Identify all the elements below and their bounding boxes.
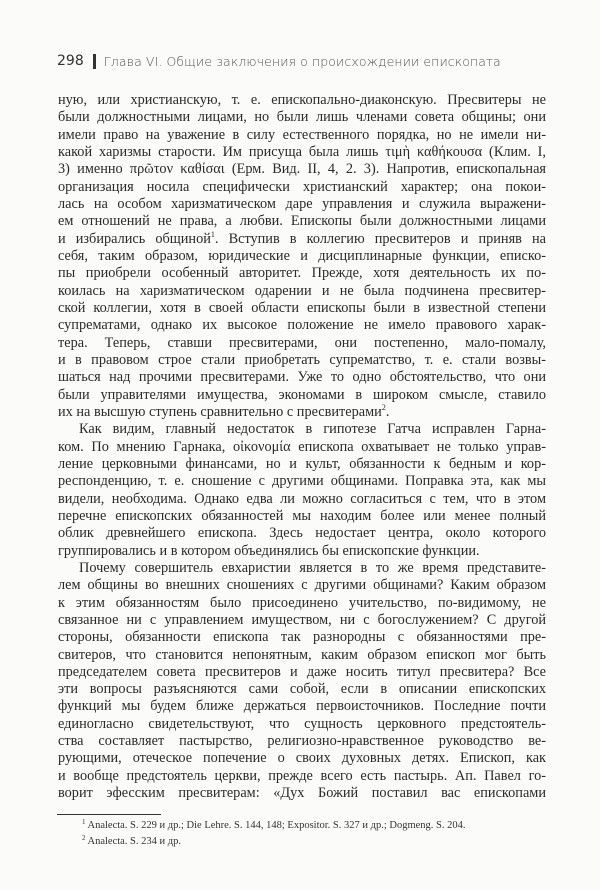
line-text: свитеров, что становится непонятным, каким образом епископ мог быть: [58, 646, 546, 663]
line-text: рующими, отеческое попечение о своих духовных детях. Епископ, как: [58, 750, 546, 767]
text-line: [58, 768, 546, 785]
chapter-title: Глава VI. Общие заключения о происхождении епископата: [103, 53, 501, 69]
body-text: [58, 92, 546, 802]
text-line: [58, 369, 546, 386]
text-line: [58, 352, 546, 369]
text-line: [58, 473, 546, 490]
line-text: перечне епископских обязанностей мы находим более или менее полный: [58, 507, 546, 524]
footnote-rule: [57, 814, 161, 815]
line-text: пы приобрели особенный авторитет. Прежде, хотя деятельность их по-: [58, 265, 546, 282]
line-text: . Вступив в коллегию пресвитеров и приняв на: [214, 230, 547, 247]
text-line: [58, 716, 546, 733]
page-number: 298: [57, 53, 84, 69]
footnote-ref: 1: [210, 229, 215, 239]
text-line: [58, 491, 546, 508]
text-line: [58, 421, 546, 438]
line-text: видели, необходима. Однако едва ли можно согласиться с тем, что в этом: [58, 490, 546, 507]
line-text: группировались и в котором объединялись бы епископские функции.: [58, 542, 480, 559]
line-text: эти вопросы разъясняются сами собой, если в описании епископских: [58, 681, 546, 698]
line-text: себя, таким образом, юридические и дисциплинарные функции, еписко-: [58, 247, 546, 264]
line-text: ства составляет пастырство, религиозно-нравственное руководство ве-: [58, 733, 546, 750]
text-line: [58, 161, 546, 178]
text-line: [58, 179, 546, 196]
text-line: [58, 560, 546, 577]
line-text: респонденцию, т. е. сношение с другими общинами. Поправка эта, как мы: [58, 473, 546, 490]
text-line: [58, 543, 546, 560]
text-line: [58, 335, 546, 352]
running-header: [57, 53, 501, 69]
text-line: [58, 127, 546, 144]
line-text: лем общины во внешних сношениях с другими общинами? Каким образом: [58, 577, 546, 594]
text-line: [58, 300, 546, 317]
line-text: единогласно свидетельствуют, что сущность церковного предстоятель-: [58, 715, 546, 732]
line-text: супрематами, однако их высокое положение не имело правового харак-: [58, 317, 546, 334]
line-text: .: [385, 403, 390, 420]
footnote-text: Analecta. S. 229 и др.; Die Lehre. S. 144, 148; Expositor. S. 327 и др.; Dogmeng. S. 204.: [87, 820, 466, 831]
header-divider: [93, 54, 96, 69]
text-line: [58, 612, 546, 629]
line-text: связанное ни с управлением имуществом, ни с богослужением? С другой: [58, 611, 546, 628]
footnote-mark: 2: [82, 834, 86, 842]
text-line: [58, 750, 546, 767]
text-line: [58, 525, 546, 542]
text-line: [58, 213, 546, 230]
text-line: [58, 317, 546, 334]
text-line: [58, 595, 546, 612]
line-text: функций мы будем ближе держаться первоисточников. Последние почти: [58, 698, 546, 715]
text-line: [58, 733, 546, 750]
line-text: ную, или христианскую, т. е. епископально-диаконскую. Пресвитеры не: [58, 92, 546, 108]
footnote-ref: 2: [381, 402, 386, 412]
footnote-text: Analecta. S. 234 и др.: [87, 836, 181, 847]
text-line: [58, 456, 546, 473]
line-text: организация носила специфически христианский характер; она покои-: [58, 178, 546, 195]
line-text: председателем совета пресвитеров и даже носить титул пресвитера? Все: [58, 663, 546, 680]
line-text: 3) именно πρῶτον καθίσαι (Ерм. Вид. II, 4, 2. 3). Напротив, епископальная: [58, 161, 546, 178]
text-line: [58, 404, 546, 421]
line-text: и избирались общиной: [58, 230, 211, 247]
text-line: [58, 647, 546, 664]
line-text: Почему совершитель евхаристии является в то же время представите-: [79, 559, 546, 576]
line-text: Как видим, главный недостаток в гипотезе Гатча исправлен Гарна-: [79, 421, 546, 438]
line-text: тера. Теперь, ставши пресвитерами, они постепенно, мало-помалу,: [58, 334, 546, 351]
text-line: [58, 664, 546, 681]
footnote: [82, 820, 466, 831]
line-text: ской коллегии, хотя в своей области епископы были в известной степени: [58, 299, 546, 316]
text-line: [58, 196, 546, 213]
text-line: [58, 698, 546, 715]
line-text: какой харизмы старости. Им присуща была лишь τιμὴ καθήκουσα (Клим. I,: [58, 143, 546, 160]
text-line: [58, 265, 546, 282]
text-line: [58, 577, 546, 594]
line-text: лась на особом харизматическом даре управления и служила выражени-: [58, 195, 546, 212]
text-line: [58, 681, 546, 698]
line-text: имели право на уважение в силу естественного порядка, но не имели ни-: [58, 126, 546, 143]
text-line: [58, 439, 546, 456]
footnote: [82, 836, 181, 847]
line-text: ворит эфесским пресвитерам: «Дух Божий поставил вас епископами: [58, 785, 546, 802]
text-line: [58, 785, 546, 802]
line-text: шаться над прочими пресвитерами. Уже то одно обстоятельство, что они: [58, 369, 546, 386]
line-text: ление церковными финансами, но и культ, обязанности к бедным и кор-: [58, 455, 546, 472]
line-text: их на высшую ступень сравнительно с пресвитерами: [58, 403, 382, 420]
text-line: [58, 283, 546, 300]
line-text: облик древнейшего епископа. Здесь недостает центра, около которого: [58, 525, 546, 542]
line-text: стороны, обязанности епископа так разнородны с обязанностями пре-: [58, 629, 546, 646]
line-text: коилась на харизматическом одарении и не была подчинена пресвитер-: [58, 282, 546, 299]
text-line: [58, 144, 546, 161]
text-line: [58, 248, 546, 265]
text-line: [58, 387, 546, 404]
line-text: ем отношений не права, а любви. Епископы были должностными лицами: [58, 213, 546, 230]
line-text: к этим обязанностям было присоединено учительство, по-видимому, не: [58, 594, 546, 611]
line-text: были должностными лицами, но были лишь членами совета общины; они: [58, 109, 546, 126]
text-line: [58, 109, 546, 126]
line-text: были управителями имущества, экономами в широком смысле, ставило: [58, 386, 546, 403]
text-line: [58, 92, 546, 109]
text-line: [58, 231, 546, 248]
text-line: [58, 508, 546, 525]
line-text: и в правовом строе стали приобретать супрематство, т. е. стали возвы-: [58, 351, 546, 368]
line-text: ком. По мнению Гарнака, οἰκονομία епископа охватывает не только управ-: [58, 438, 546, 455]
text-line: [58, 629, 546, 646]
footnote-mark: 1: [82, 818, 86, 826]
line-text: и вообще предстоятель церкви, прежде всего есть пастырь. Ап. Павел го-: [58, 767, 546, 784]
